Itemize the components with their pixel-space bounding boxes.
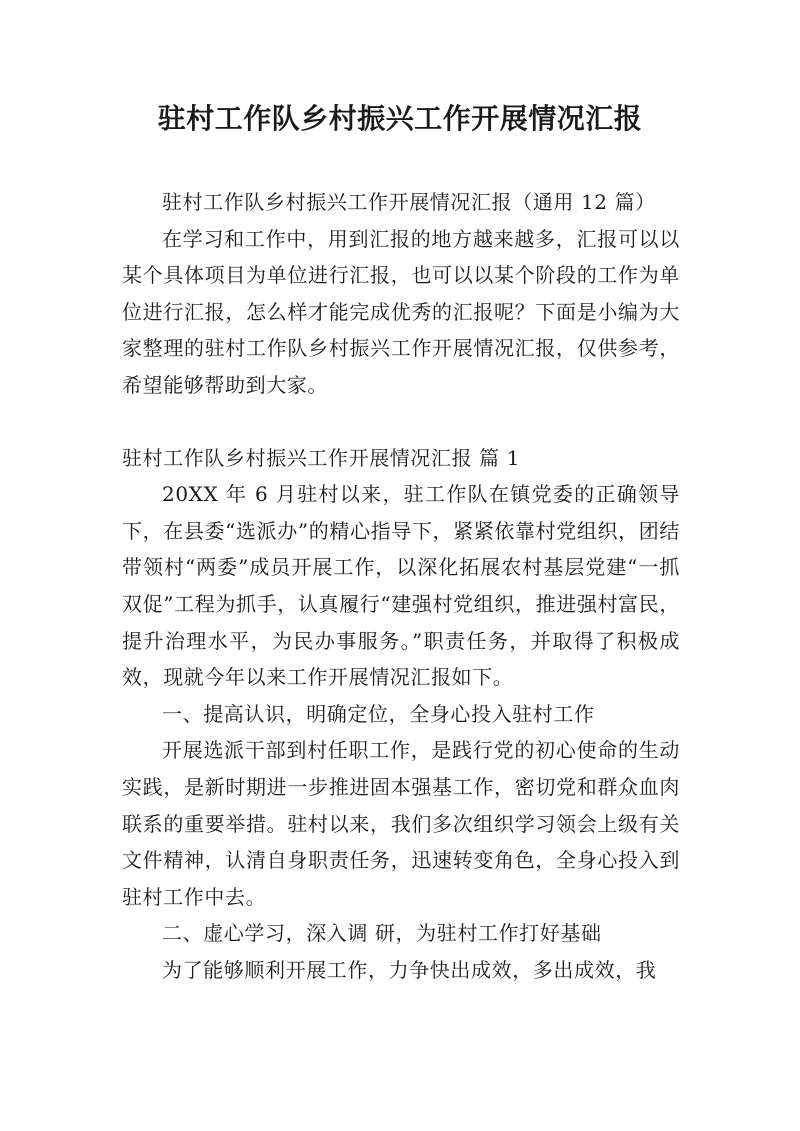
intro-paragraph: 在学习和工作中，用到汇报的地方越来越多，汇报可以以某个具体项目为单位进行汇报，也可以以某个阶段的工作为单位进行汇报，怎么样才能完成优秀的汇报呢？下面是小编为大家整理的驻村工作队乡村振兴工作开展情况汇报，仅供参考，希望能够帮助到大家。 — [122, 226, 680, 397]
document-subtitle: 驻村工作队乡村振兴工作开展情况汇报（通用 12 篇） — [162, 190, 656, 214]
paragraph-1: 20XX 年 6 月驻村以来，驻工作队在镇党委的正确领导下，在县委“选派办”的精心指导下，紧紧依靠村党组织，团结带领村“两委”成员开展工作，以深化拓展农村基层党建“一抓双促”工程为抓手，认真履行“建强村党组织，推进强村富民，提升治理水平，为民办事服务。”职责任务，并取得了积极成效，现就今年以来工作开展情况汇报如下。 — [122, 482, 680, 690]
paragraph-2: 开展选派干部到村任职工作，是践行党的初心使命的生动实践，是新时期进一步推进固本强基工作，密切党和群众血肉联系的重要举措。驻村以来，我们多次组织学习领会上级有关文件精神，认清自身职责任务，迅速转变角色，全身心投入到驻村工作中去。 — [122, 738, 680, 909]
document-title: 驻村工作队乡村振兴工作开展情况汇报 — [157, 102, 643, 135]
document-body — [122, 184, 680, 988]
heading-2: 二、虚心学习，深入调 研，为驻村工作打好基础 — [162, 921, 602, 946]
heading-1: 一、提高认识，明确定位，全身心投入驻村工作 — [162, 701, 595, 726]
paragraph-3: 为了能够顺利开展工作，力争快出成效，多出成效，我 — [162, 957, 657, 982]
section-title: 驻村工作队乡村振兴工作开展情况汇报 篇 1 — [122, 445, 521, 470]
